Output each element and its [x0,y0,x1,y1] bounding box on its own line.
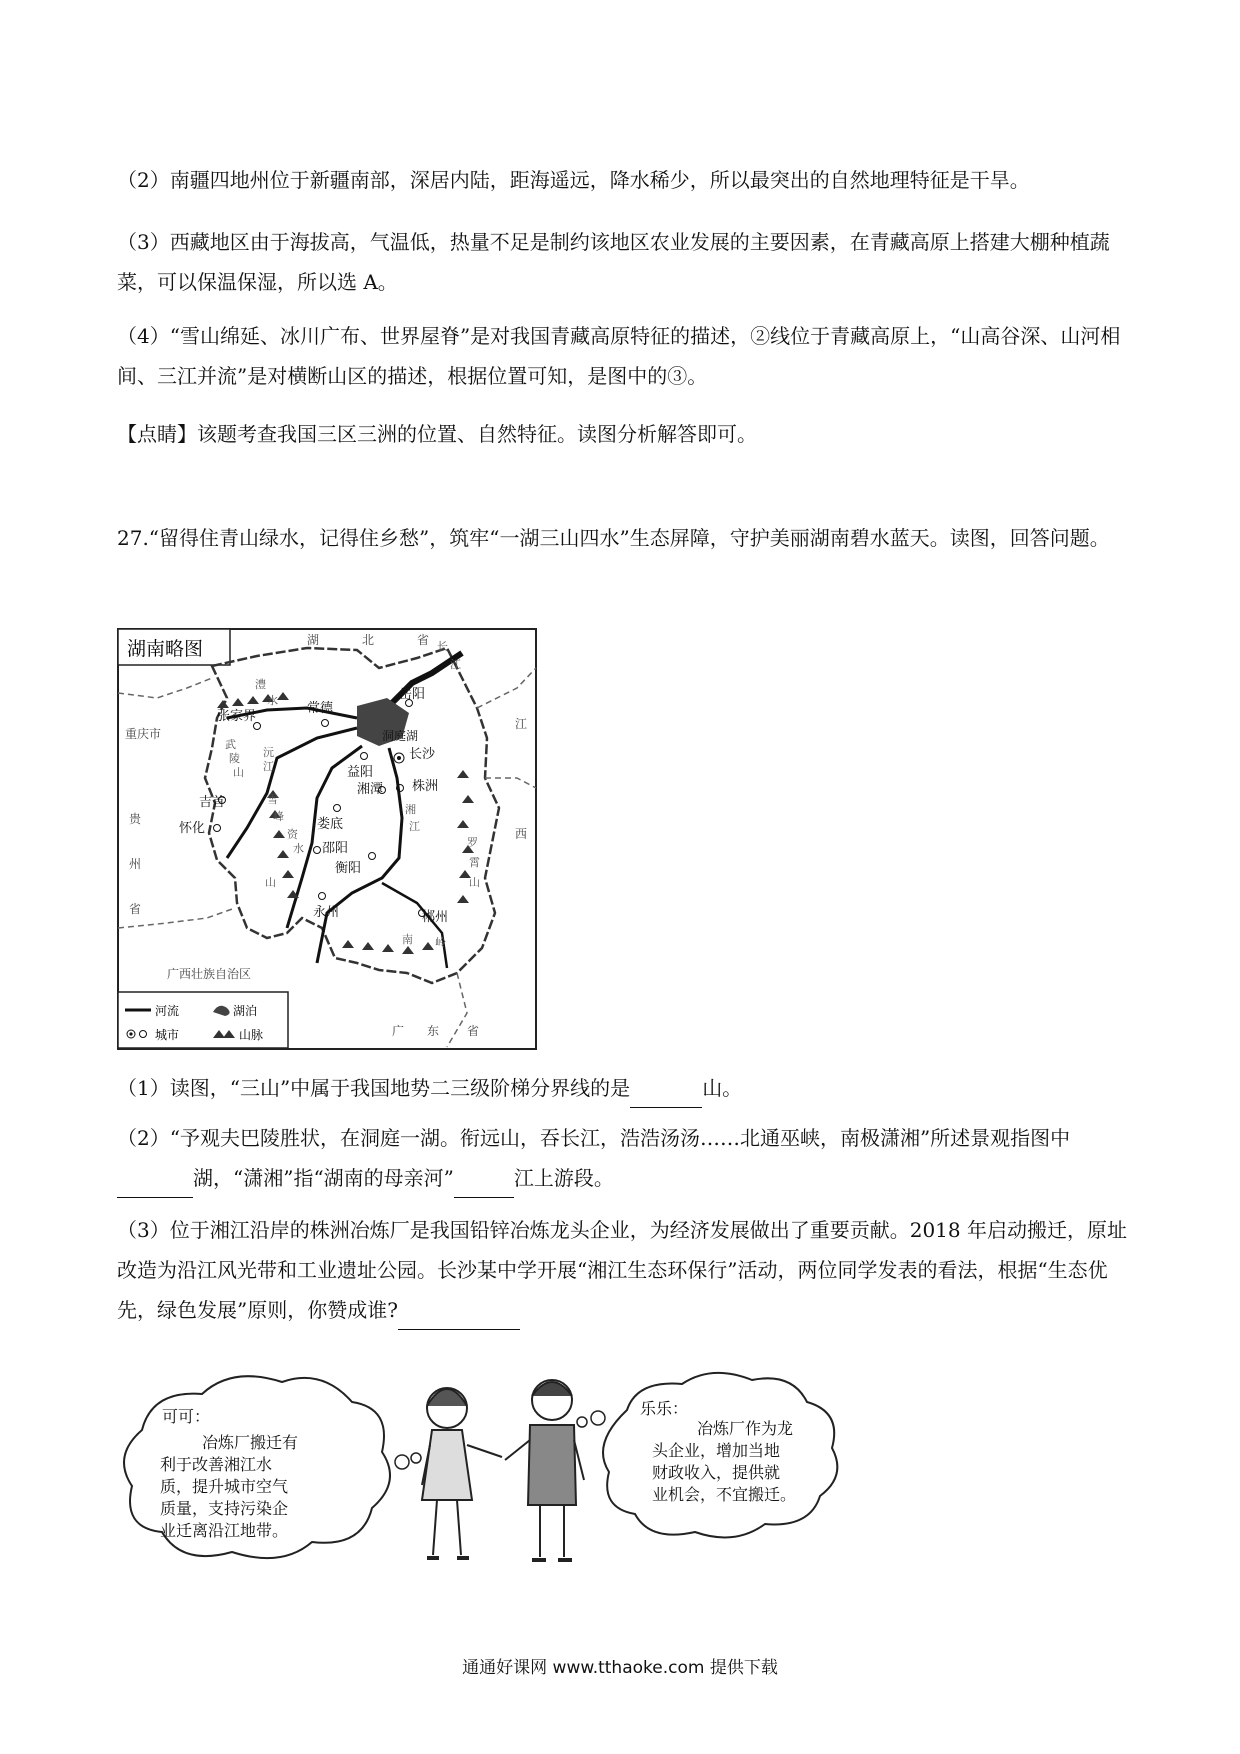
right-speech-line: 业机会，不宜搬迁。 [652,1485,797,1504]
map-neighbor: 西 [515,827,528,841]
right-speaker-name: 乐乐： [640,1399,689,1418]
map-mountain-label: 南 [402,933,413,946]
question-27-3 [117,1210,1127,1330]
map-city: 益阳 [347,765,374,780]
map-mountain-label: 罗 [467,836,478,849]
right-speech-line: 冶炼厂作为龙 [697,1419,794,1438]
map-mountain-label: 山 [469,876,480,889]
left-speaker-name: 可可： [162,1407,211,1426]
map-mountain-label: 霄 [469,856,480,869]
question-27-1 [117,1068,1127,1108]
map-neighbor: 湖 [307,633,320,647]
map-river-label: 江 [450,658,461,671]
legend-lake: 湖泊 [233,1004,258,1018]
map-river-label: 江 [263,760,274,773]
q2-text-c: 江上游段。 [513,1166,614,1190]
map-mountain-label: 岭 [435,936,446,949]
map-neighbor: 北 [362,633,375,647]
q1-text-a: （1）读图，“三山”中属于我国地势二三级阶梯分界线的是 [117,1076,631,1100]
right-speech-line: 财政收入，提供就 [652,1463,781,1482]
map-city: 株洲 [412,779,439,794]
map-mountain-label: 雪 [267,793,278,806]
map-city: 衡阳 [335,861,362,876]
left-speech-line: 冶炼厂搬迁有 [202,1433,299,1452]
q3-text: （3）位于湘江沿岸的株洲冶炼厂是我国铅锌冶炼龙头企业，为经济发展做出了重要贡献。2018 年启动搬迁，原址改造为沿江风光带和工业遗址公园。长沙某中学开展“湘江生态环保行”活动，两位同学发表的看法，根据“生态优先，绿色发展”原则，你赞成谁? [117,1218,1127,1322]
map-neighbor: 广西壮族自治区 [167,967,252,981]
analysis-p3: （3）西藏地区由于海拔高，气温低，热量不足是制约该地区农业发展的主要因素，在青藏高原上搭建大棚种植蔬菜，可以保温保湿，所以选 A。 [117,230,1110,294]
map-mountain-label: 陵 [229,752,240,765]
map-river-label: 水 [293,842,304,855]
map-city: 常德 [307,701,334,716]
map-river-label: 沅 [263,746,274,759]
map-neighbor: 州 [129,857,142,871]
analysis-p2: （2）南疆四地州位于新疆南部，深居内陆，距海遥远，降水稀少，所以最突出的自然地理特征是干旱。 [117,168,1030,192]
legend-river: 河流 [155,1004,180,1018]
right-speech-line: 头企业，增加当地 [652,1441,781,1460]
analysis-p4: （4）“雪山绵延、冰川广布、世界屋脊”是对我国青藏高原特征的描述，②线位于青藏高原上，“山高谷深、山河相间、三江并流”是对横断山区的描述，根据位置可知，是图中的③。 [117,324,1121,388]
map-river-label: 江 [409,820,420,833]
map-neighbor: 重庆市 [125,727,162,741]
left-speech-line: 质量，支持污染企 [160,1499,289,1518]
map-city: 岳阳 [399,687,426,702]
q1-text-b: 山。 [702,1076,743,1100]
map-river-label: 澧 [255,678,266,691]
map-river-label: 资 [287,828,298,841]
page-footer: 通通好课网 www.tthaoke.com 提供下载 [462,1658,778,1678]
map-neighbor: 省 [417,633,430,647]
hunan-map [117,628,537,1050]
map-river-label: 长 [437,640,448,653]
boy-figure [505,1380,584,1560]
map-neighbor: 省 [467,1024,480,1038]
left-speech-line: 业迁离沿江地带。 [160,1521,289,1540]
question-27-2 [117,1118,1127,1198]
left-speech-line: 质，提升城市空气 [160,1477,289,1496]
girl-figure [422,1388,502,1558]
map-city: 张家界 [217,709,257,724]
question-27-stem: 27.“留得住青山绿水，记得住乡愁”，筑牢“一湖三山四水”生态屏障，守护美丽湖南碧水蓝天。读图，回答问题。 [117,526,1110,550]
map-lake-label: 洞庭湖 [382,729,419,743]
opinion-cartoon [112,1370,872,1580]
map-neighbor: 江 [515,717,528,731]
map-city: 吉首 [199,795,226,810]
map-neighbor: 贵 [129,812,142,826]
map-title: 湖南略图 [127,638,204,660]
map-neighbor: 东 [427,1024,440,1038]
map-mountain-label: 峰 [273,810,284,823]
map-city: 湘潭 [357,782,384,797]
legend-city: 城市 [155,1028,180,1042]
map-city: 永州 [313,905,340,920]
map-city: 郴州 [422,910,449,925]
answer-blank-1[interactable] [630,1085,702,1108]
legend-mountain: 山脉 [239,1028,264,1042]
analysis-tip: 【点睛】该题考查我国三区三洲的位置、自然特征。读图分析解答即可。 [117,422,757,446]
left-speech-line: 利于改善湘江水 [160,1455,273,1474]
map-city: 娄底 [317,817,344,832]
map-mountain-label: 山 [233,766,244,779]
map-mountain-label: 武 [225,738,236,751]
answer-blank-4[interactable] [398,1307,520,1330]
map-city: 邵阳 [322,841,349,856]
map-city: 怀化 [179,821,206,836]
q2-text-a: （2）“予观夫巴陵胜状，在洞庭一湖。衔远山，吞长江，浩浩汤汤……北通巫峡，南极潇湘”所述景观指图中 [117,1126,1071,1150]
map-city: 长沙 [409,747,436,762]
map-river-label: 湘 [405,803,416,816]
answer-blank-3[interactable] [454,1175,514,1198]
answer-blank-2[interactable] [117,1175,193,1198]
map-mountain-label: 山 [265,876,276,889]
map-neighbor: 广 [392,1024,405,1038]
map-neighbor: 省 [129,902,142,916]
q2-text-b: 湖，“潇湘”指“湖南的母亲河” [193,1166,454,1190]
map-river-label: 水 [267,694,278,707]
